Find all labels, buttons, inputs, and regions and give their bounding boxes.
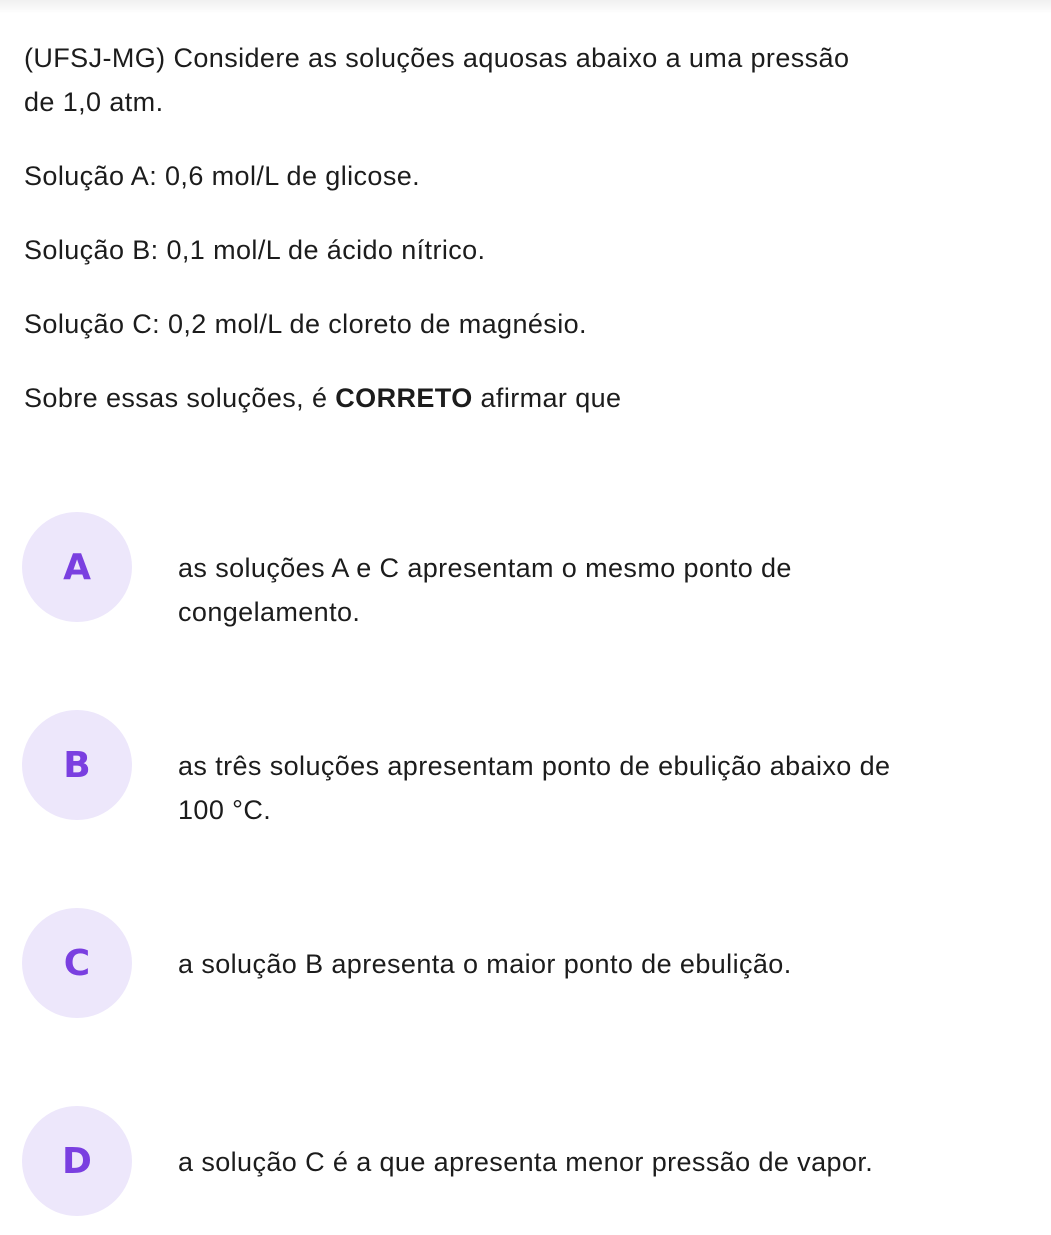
option-a-line2: congelamento. (178, 597, 361, 627)
option-d-letter: D (62, 1140, 92, 1182)
prompt-before: Sobre essas soluções, é (24, 383, 336, 413)
option-c-text[interactable] (178, 942, 1028, 986)
option-d-badge[interactable] (22, 1106, 132, 1216)
prompt-emphasis: CORRETO (335, 383, 473, 413)
option-a[interactable] (22, 512, 1032, 627)
option-c-badge[interactable] (22, 908, 132, 1018)
question-intro-line2: de 1,0 atm. (24, 87, 164, 117)
option-a-badge[interactable] (22, 512, 132, 622)
top-shadow (0, 0, 1051, 14)
option-d-text[interactable] (178, 1140, 1028, 1184)
option-d[interactable] (22, 1106, 1032, 1218)
question-prompt (24, 376, 1024, 420)
option-b-line1: as três soluções apresentam ponto de ebulição abaixo de (178, 751, 891, 781)
solution-a-text: Solução A: 0,6 mol/L de glicose. (24, 161, 421, 191)
option-b-text[interactable] (178, 744, 1028, 832)
option-a-line1: as soluções A e C apresentam o mesmo ponto de (178, 553, 792, 583)
option-a-letter: A (63, 546, 91, 588)
option-c[interactable] (22, 908, 1032, 1020)
question-text (24, 36, 1024, 420)
option-d-line1: a solução C é a que apresenta menor pressão de vapor. (178, 1147, 874, 1177)
option-a-text[interactable] (178, 546, 1028, 634)
prompt-after: afirmar que (472, 383, 622, 413)
option-b-badge[interactable] (22, 710, 132, 820)
option-c-line1: a solução B apresenta o maior ponto de ebulição. (178, 949, 792, 979)
option-c-letter: C (63, 942, 91, 984)
option-b[interactable] (22, 710, 1032, 825)
solution-b-text: Solução B: 0,1 mol/L de ácido nítrico. (24, 235, 486, 265)
solution-c-text: Solução C: 0,2 mol/L de cloreto de magnésio. (24, 309, 587, 339)
option-b-line2: 100 °C. (178, 795, 272, 825)
option-b-letter: B (63, 744, 91, 786)
question-intro-line1: (UFSJ-MG) Considere as soluções aquosas abaixo a uma pressão (24, 43, 850, 73)
